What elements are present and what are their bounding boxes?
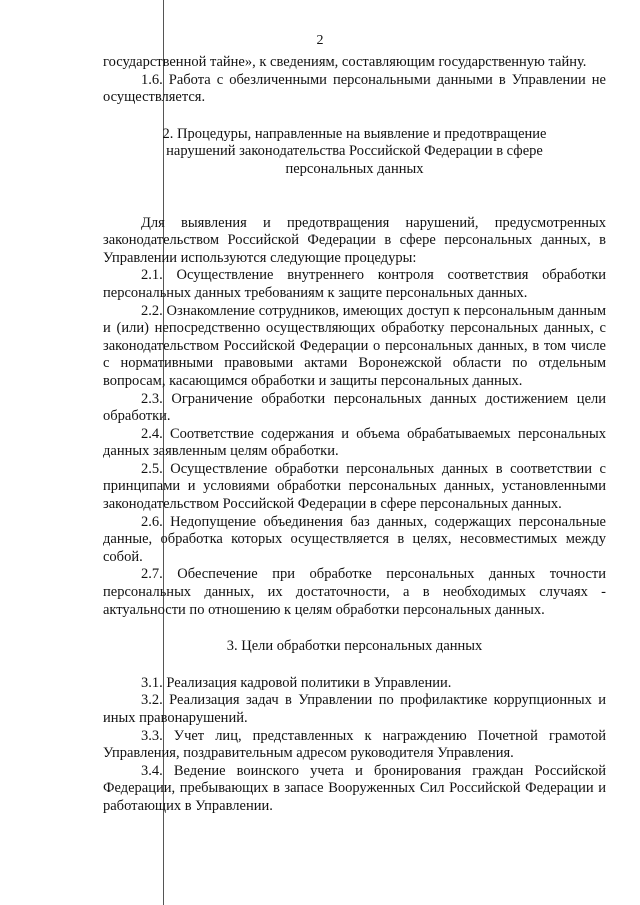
item-2-1: 2.1. Осуществление внутреннего контроля соответствия обработки персональных данных требованиям к защите персональных данных. — [103, 267, 606, 301]
section2-heading-line-3: персональных данных — [285, 160, 424, 177]
item-1-6: 1.6. Работа с обезличенными персональными данными в Управлении не осуществляется. — [103, 71, 606, 106]
item-2-7: 2.7. Обеспечение при обработке персональных данных точности персональных данных, их достаточности, а в необходимых случаях - актуальности по отношению к целям обработки персональных данных. — [103, 566, 606, 618]
item-3-4: 3.4. Ведение воинского учета и бронирования граждан Российской Федерации, пребывающих в запасе Вооруженных Сил Российской Федерации и работающих в Управлении. — [103, 762, 606, 814]
item-2-6: 2.6. Недопущение объединения баз данных, содержащих персональные данные, обработка которых осуществляется в целях, несовместимых между собой. — [103, 513, 606, 565]
section2-heading-line-2: нарушений законодательства Российской Федерации в сфере — [166, 143, 543, 160]
item-3-3: 3.3. Учет лиц, представленных к награждению Почетной грамотой Управления, поздравительным адресом руководителя Управления. — [103, 727, 606, 762]
section2-intro: Для выявления и предотвращения нарушений, предусмотренных законодательством Российской Федерации в сфере персональных данных, в Управлении используются следующие процедуры: — [103, 214, 606, 266]
document-body — [103, 54, 606, 816]
section2-heading — [103, 126, 606, 179]
section3-heading: 3. Цели обработки персональных данных — [226, 638, 483, 655]
item-3-2: 3.2. Реализация задач в Управлении по профилактике коррупционных и иных правонарушений. — [103, 692, 606, 726]
item-2-5: 2.5. Осуществление обработки персональных данных в соответствии с принципами и условиями обработки персональных данных, установленными законодательством Российской Федерации в сфере персональных данных. — [103, 460, 606, 513]
item-3-1: 3.1. Реализация кадровой политики в Управлении. — [141, 674, 452, 691]
item-2-2: 2.2. Ознакомление сотрудников, имеющих доступ к персональным данным и (или) непосредственно осуществляющих обработку персональных данных, с законодательством Российской Федерации о персональных данных, в том числе с нормативными правовыми актами Воронежской области по отдельным вопросам, касающимся обработки и защиты персональных данных. — [103, 302, 606, 389]
item-2-3: 2.3. Ограничение обработки персональных данных достижением цели обработки. — [103, 390, 606, 425]
page-number: 2 — [316, 33, 324, 48]
section2-heading-line-1: 2. Процедуры, направленные на выявление и предотвращение — [162, 125, 547, 142]
intro-continuation: государственной тайне», к сведениям, составляющим государственную тайну. — [103, 54, 587, 70]
item-2-4: 2.4. Соответствие содержания и объема обрабатываемых персональных данных заявленным целям обработки. — [103, 425, 606, 460]
